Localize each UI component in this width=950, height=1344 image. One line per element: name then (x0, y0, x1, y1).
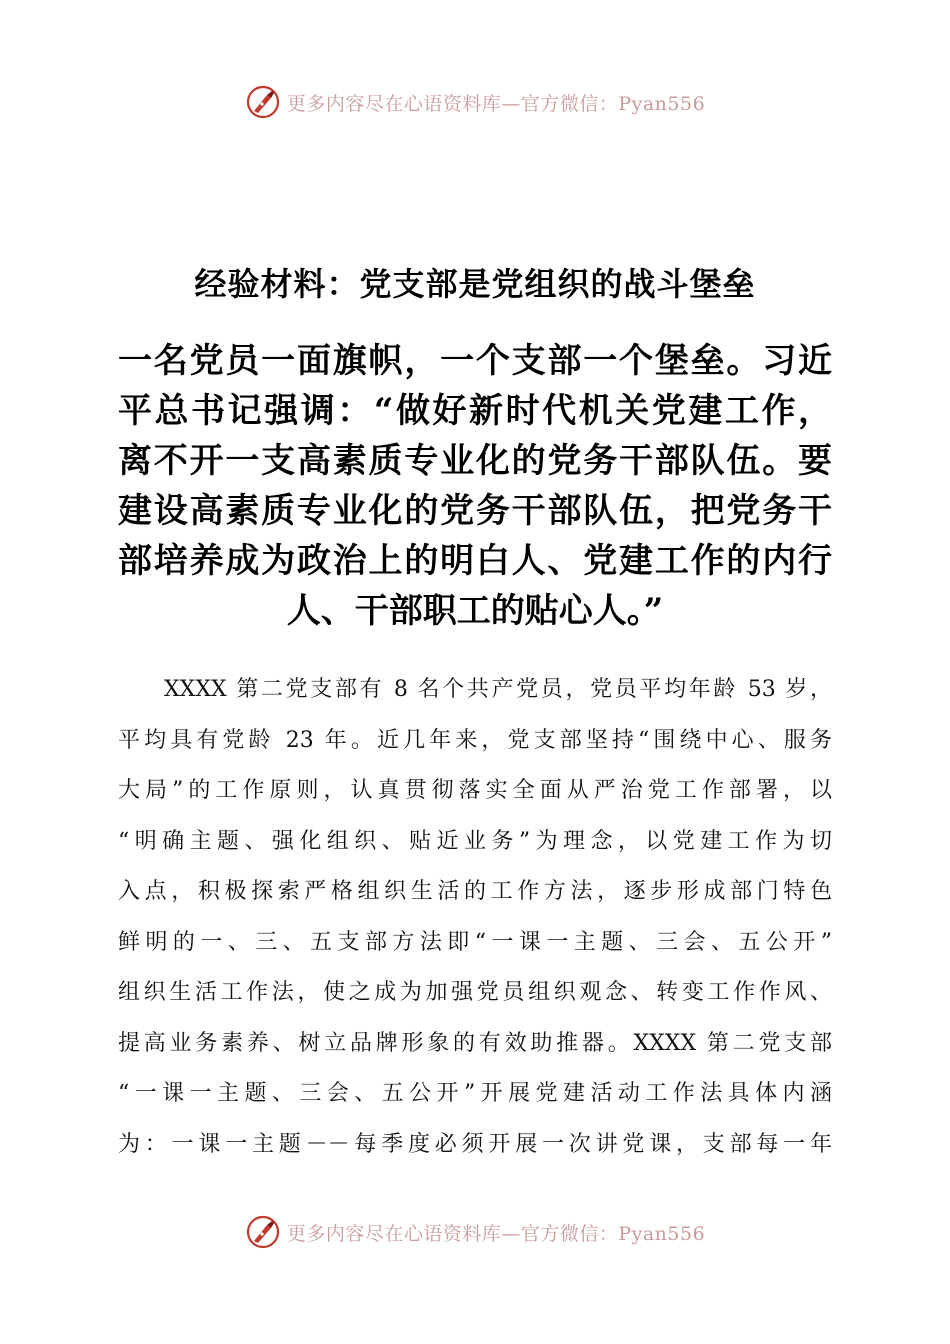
pen-nib-logo-icon (245, 1214, 281, 1250)
body-line: “明确主题、强化组织、贴近业务”为理念，以党建工作为切 (118, 828, 832, 854)
header-banner (0, 80, 950, 124)
body-line: XXXX 第二党支部有 8 名个共产党员，党员平均年龄 53 岁， (164, 677, 832, 702)
body-line: 提高业务素养、树立品牌形象的有效助推器。XXXX 第二党支部 (118, 1030, 832, 1056)
quote-line: 一名党员一面旗帜，一个支部一个堡垒。习近 (118, 341, 832, 381)
body-line: 组织生活工作法，使之成为加强党员组织观念、转变工作作风、 (118, 980, 832, 1005)
quote-line: 建设高素质专业化的党务干部队伍，把党务干 (118, 491, 832, 531)
body-paragraph (118, 665, 832, 1170)
quote-paragraph (118, 336, 832, 636)
quote-line: 人、干部职工的贴心人。” (286, 591, 664, 631)
body-line: “一课一主题、三会、五公开”开展党建活动工作法具体内涵 (118, 1081, 832, 1106)
quote-line: 离不开一支高素质专业化的党务干部队伍。要 (118, 441, 832, 481)
body-line: 大局”的工作原则，认真贯彻落实全面从严治党工作部署，以 (118, 778, 832, 803)
pen-nib-logo-icon (245, 84, 281, 120)
body-line: 鲜明的一、三、五支部方法即“一课一主题、三会、五公开” (118, 929, 832, 955)
quote-line: 平总书记强调：“做好新时代机关党建工作， (118, 391, 832, 431)
body-line: 入点，积极探索严格组织生活的工作方法，逐步形成部门特色 (118, 879, 832, 904)
document-title: 经验材料：党支部是党组织的战斗堡垒 (194, 265, 756, 303)
body-line: 平均具有党龄 23 年。近几年来，党支部坚持“围绕中心、服务 (118, 727, 832, 753)
banner-text: 更多内容尽在心语资料库—官方微信：Pyan556 (286, 1222, 706, 1245)
body-line: 为：一课一主题－－每季度必须开展一次讲党课，支部每一年 (118, 1131, 832, 1157)
footer-banner (0, 1210, 950, 1254)
quote-line: 部培养成为政治上的明白人、党建工作的内行 (118, 541, 832, 581)
banner-text: 更多内容尽在心语资料库—官方微信：Pyan556 (286, 92, 706, 115)
